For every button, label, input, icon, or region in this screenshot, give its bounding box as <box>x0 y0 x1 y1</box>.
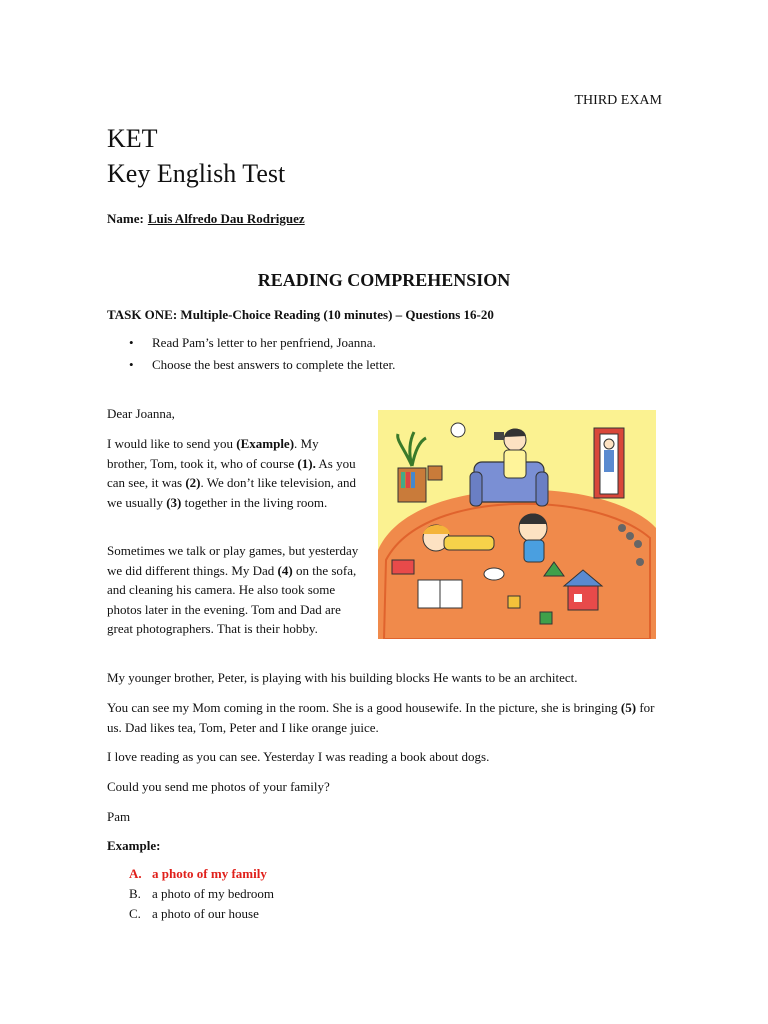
instruction-item: • Choose the best answers to complete the letter. <box>107 356 395 378</box>
gap-3: (3) <box>166 494 182 510</box>
name-label: Name: <box>107 211 144 226</box>
section-title: READING COMPREHENSION <box>257 270 511 290</box>
letter-signature: Pam <box>107 809 131 824</box>
option-a: A. a photo of my family <box>129 866 267 881</box>
letter-paragraph-5: I love reading as you can see. Yesterday I was reading a book about dogs. <box>107 749 490 764</box>
letter-paragraph-6: Could you send me photos of your family? <box>107 779 330 794</box>
letter-paragraph-2: Sometimes we talk or play games, but yesterday we did different things. My Dad (4) on the sofa, and cleaning his camera. He also took some photos later in the evening. Tom and Dad are great photographers. That is their hobby. <box>107 543 359 636</box>
family-living-room-illustration <box>378 410 656 639</box>
exam-label: THIRD EXAM <box>574 93 662 108</box>
gap-1: (1). <box>297 455 316 471</box>
letter-paragraph-4: You can see my Mom coming in the room. She is a good housewife. In the picture, she is bringing (5) for us. Dad likes tea, Tom, Peter and I like orange juice. <box>107 700 655 735</box>
task-title: TASK ONE: Multiple-Choice Reading (10 minutes) – Questions 16-20 <box>107 307 494 322</box>
gap-example: (Example) <box>236 436 295 451</box>
gap-5: (5) <box>620 700 637 715</box>
letter-paragraph-1: I would like to send you (Example). My brother, Tom, took it, who of course (1). As you can see, it was (2). We don’t like television, and we usually (3) together in the living room. <box>107 436 357 510</box>
letter-greeting: Dear Joanna, <box>107 406 175 421</box>
instruction-item: • Read Pam’s letter to her penfriend, Joanna. <box>107 334 395 356</box>
gap-4: (4) <box>277 562 293 578</box>
student-name-row <box>107 211 305 227</box>
test-title: KET <box>107 124 158 153</box>
gap-2: (2) <box>185 475 201 490</box>
letter-paragraph-3: My younger brother, Peter, is playing with his building blocks He wants to be an architect. <box>107 670 578 685</box>
example-label: Example: <box>107 838 161 853</box>
option-b: B. a photo of my bedroom <box>129 886 275 901</box>
option-c: C. a photo of our house <box>129 906 259 921</box>
test-subtitle: Key English Test <box>107 159 286 188</box>
example-options <box>107 865 274 925</box>
instructions-list <box>107 334 395 378</box>
student-name: Luis Alfredo Dau Rodriguez <box>147 211 305 226</box>
